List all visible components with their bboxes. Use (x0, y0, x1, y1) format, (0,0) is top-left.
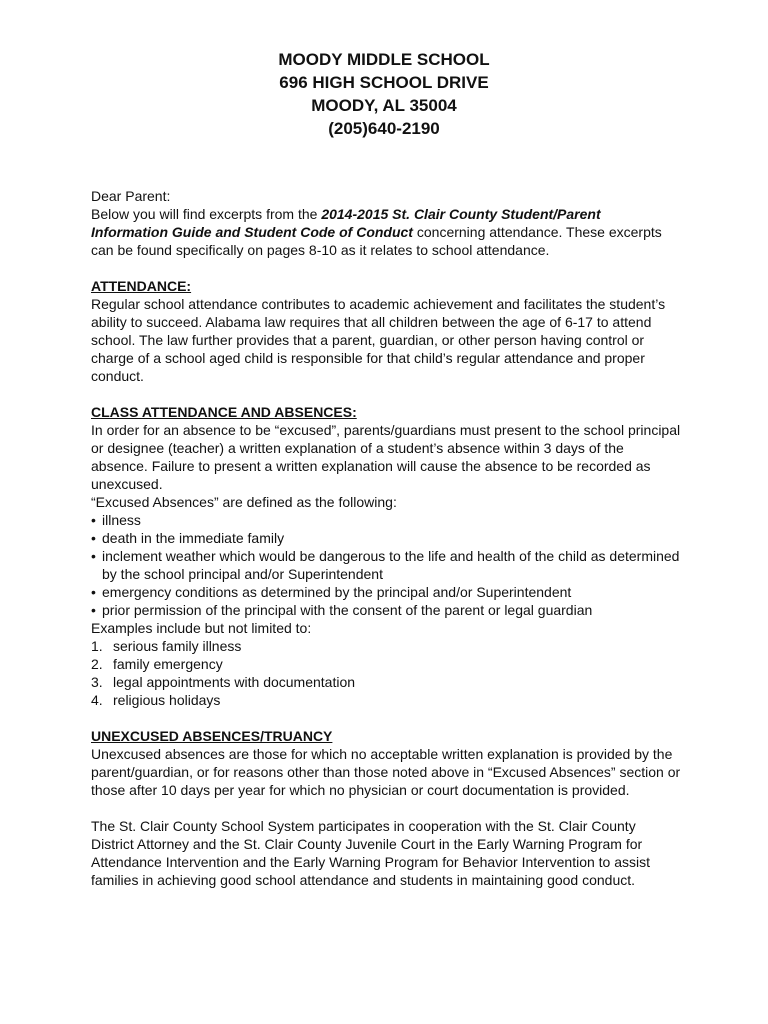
school-address: 696 HIGH SCHOOL DRIVE (279, 73, 489, 92)
intro-text-after: concerning attendance. These excerpts can be found specifically on pages 8-10 as it relates to school attendance. (91, 224, 662, 258)
list-item-text: family emergency (113, 656, 223, 672)
list-item-text: inclement weather which would be dangerous to the life and health of the child as determined by the school principal and/or Superintendent (102, 548, 680, 582)
unexcused-paragraph: Unexcused absences are those for which no acceptable written explanation is provided by the parent/guardian, or for reasons other than those noted above in “Excused Absences” section or those after 10 days per year for which no physician or court documentation is provided. (91, 746, 681, 798)
unexcused-heading: UNEXCUSED ABSENCES/TRUANCY (91, 728, 333, 744)
examples-list (91, 637, 681, 709)
bullet-mark: • (91, 512, 96, 528)
list-item (91, 529, 681, 547)
list-number: 2. (91, 656, 103, 672)
list-item (91, 511, 681, 529)
program-paragraph: The St. Clair County School System participates in cooperation with the St. Clair County District Attorney and the St. Clair County Juvenile Court in the Early Warning Program for Attendance Intervention and the Early Warning Program for Behavior Intervention to assist families in achieving good school attendance and students in maintaining good conduct. (91, 818, 651, 888)
bullet-mark: • (91, 602, 96, 618)
list-item-text: serious family illness (113, 638, 242, 654)
list-item (91, 673, 681, 691)
list-item-text: illness (102, 512, 141, 528)
bullet-mark: • (91, 584, 96, 600)
list-item (91, 691, 681, 709)
list-number: 1. (91, 638, 103, 654)
list-item-text: legal appointments with documentation (113, 674, 356, 690)
letter-body (91, 187, 681, 889)
list-item-text: death in the immediate family (102, 530, 285, 546)
list-item-text: religious holidays (113, 692, 221, 708)
excused-intro: “Excused Absences” are defined as the following: (91, 494, 397, 510)
list-number: 3. (91, 674, 103, 690)
list-item (91, 655, 681, 673)
intro-paragraph (91, 205, 681, 259)
guide-title: 2014-2015 St. Clair County Student/Parent Information Guide and Student Code of Conduct (91, 206, 601, 240)
excused-list (91, 511, 681, 619)
list-item-text: prior permission of the principal with the consent of the parent or legal guardian (102, 602, 593, 618)
list-number: 4. (91, 692, 103, 708)
list-item (91, 637, 681, 655)
list-item (91, 547, 681, 583)
class-attendance-paragraph: In order for an absence to be “excused”, parents/guardians must present to the school principal or designee (teacher) a written explanation of a student’s absence within 3 days of the absence. Failure to present a written explanation will cause the absence to be recorded as unexcused. (91, 422, 681, 492)
school-city: MOODY, AL 35004 (311, 96, 457, 115)
bullet-mark: • (91, 548, 96, 564)
list-item-text: emergency conditions as determined by the principal and/or Superintendent (102, 584, 572, 600)
attendance-heading: ATTENDANCE: (91, 278, 192, 294)
class-attendance-heading: CLASS ATTENDANCE AND ABSENCES: (91, 404, 357, 420)
letterhead (0, 48, 768, 140)
intro-text-before: Below you will find excerpts from the (91, 206, 322, 222)
list-item (91, 583, 681, 601)
attendance-paragraph: Regular school attendance contributes to academic achievement and facilitates the student’s ability to succeed. Alabama law requires that all children between the age of 6-17 to attend school. The law further provides that a parent, guardian, or other person having control or charge of a school aged child is responsible for that child’s regular attendance and proper conduct. (91, 296, 666, 384)
school-name: MOODY MIDDLE SCHOOL (278, 50, 490, 69)
examples-intro: Examples include but not limited to: (91, 620, 312, 636)
greeting: Dear Parent: (91, 188, 171, 204)
bullet-mark: • (91, 530, 96, 546)
list-item (91, 601, 681, 619)
school-phone: (205)640-2190 (328, 119, 440, 138)
